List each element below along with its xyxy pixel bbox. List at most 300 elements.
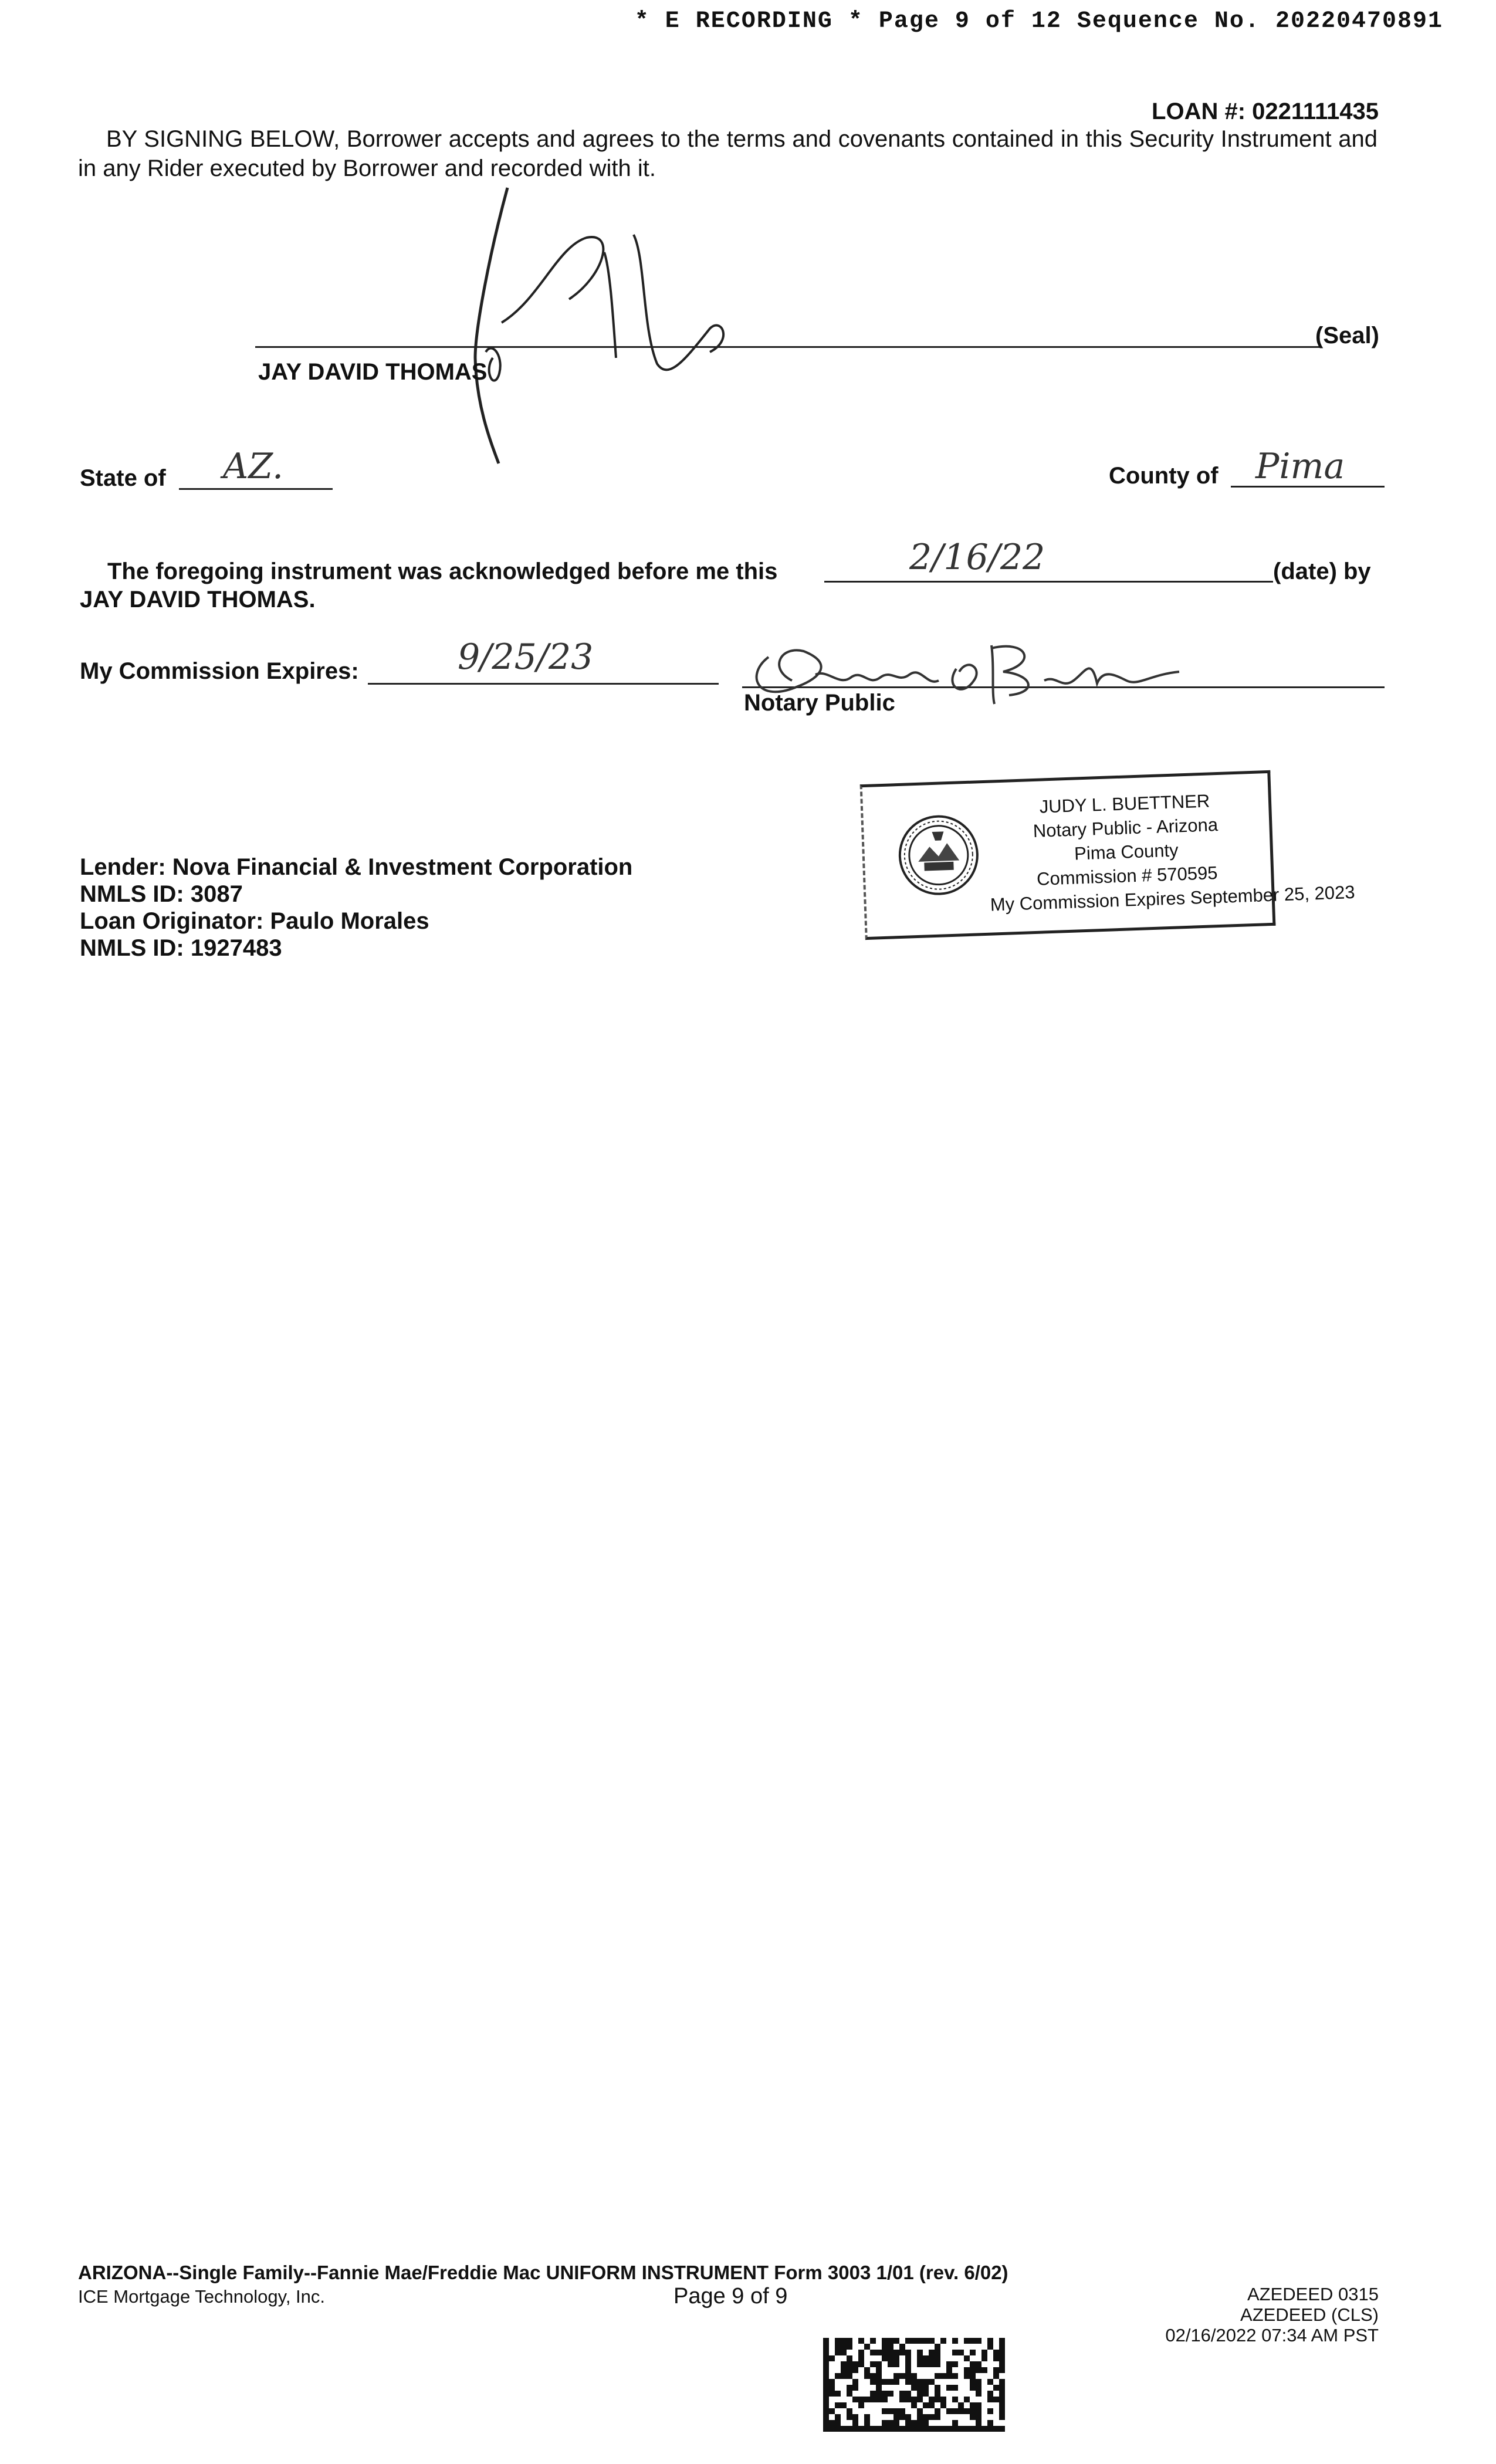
- barcode-module: [964, 2397, 970, 2402]
- barcode-module: [893, 2338, 899, 2344]
- lender-nmls: NMLS ID: 3087: [80, 881, 243, 907]
- barcode-module: [999, 2397, 1005, 2402]
- barcode-module: [970, 2350, 976, 2355]
- stamp-county: Pima County: [1074, 840, 1179, 864]
- barcode-module: [858, 2355, 864, 2361]
- barcode-module: [870, 2338, 876, 2344]
- barcode-module: [893, 2355, 899, 2361]
- barcode-module: [893, 2373, 899, 2379]
- barcode-module: [841, 2350, 847, 2355]
- barcode-module: [858, 2397, 864, 2402]
- barcode-module: [917, 2355, 923, 2361]
- barcode-module: [870, 2397, 876, 2402]
- barcode-module: [976, 2379, 981, 2385]
- borrower-signature: [434, 182, 763, 475]
- barcode-module: [852, 2367, 858, 2373]
- page-number: Page 9 of 9: [673, 2284, 788, 2309]
- barcode-module: [917, 2397, 923, 2402]
- barcode-module: [835, 2414, 841, 2420]
- barcode-module: [905, 2355, 911, 2361]
- barcode-module: [917, 2426, 923, 2432]
- date-line: [824, 581, 1273, 583]
- barcode-module: [929, 2379, 935, 2385]
- barcode-module: [946, 2361, 952, 2367]
- barcode-module: [911, 2420, 917, 2426]
- barcode-module: [981, 2426, 987, 2432]
- acknowledgment-text: The foregoing instrument was acknowledged before me this: [107, 559, 778, 584]
- barcode-module: [911, 2397, 917, 2402]
- form-code-cls: AZEDEED (CLS): [1240, 2304, 1379, 2325]
- barcode-module: [964, 2367, 970, 2373]
- barcode-module: [847, 2385, 852, 2391]
- barcode-module: [905, 2414, 911, 2420]
- vendor-name: ICE Mortgage Technology, Inc.: [78, 2286, 326, 2307]
- barcode-module: [899, 2426, 905, 2432]
- barcode-module: [911, 2373, 917, 2379]
- barcode-module: [923, 2355, 929, 2361]
- barcode-module: [923, 2426, 929, 2432]
- barcode-module: [935, 2361, 940, 2367]
- barcode-module: [870, 2350, 876, 2355]
- barcode-module: [929, 2338, 935, 2344]
- barcode-module: [970, 2385, 976, 2391]
- barcode-module: [999, 2361, 1005, 2367]
- barcode-module: [835, 2338, 841, 2344]
- barcode-module: [876, 2373, 882, 2379]
- barcode-module: [970, 2408, 976, 2414]
- barcode-module: [899, 2414, 905, 2420]
- barcode-module: [993, 2426, 999, 2432]
- barcode-module: [976, 2414, 981, 2420]
- barcode-module: [976, 2385, 981, 2391]
- barcode-module: [829, 2420, 835, 2426]
- barcode-module: [864, 2397, 870, 2402]
- barcode-module: [952, 2408, 958, 2414]
- barcode-module: [911, 2426, 917, 2432]
- barcode-module: [835, 2426, 841, 2432]
- barcode-module: [841, 2344, 847, 2350]
- barcode-module: [899, 2397, 905, 2402]
- barcode-module: [852, 2385, 858, 2391]
- lender-name: Lender: Nova Financial & Investment Corporation: [80, 854, 633, 880]
- barcode-module: [940, 2402, 946, 2408]
- barcode-module: [882, 2420, 888, 2426]
- barcode-module: [923, 2385, 929, 2391]
- barcode-module: [905, 2420, 911, 2426]
- barcode-module: [923, 2414, 929, 2420]
- barcode-module: [876, 2385, 882, 2391]
- barcode-module: [929, 2397, 935, 2402]
- barcode-module: [964, 2355, 970, 2361]
- barcode-module: [976, 2408, 981, 2414]
- footer-codes: [1165, 2284, 1379, 2345]
- barcode-module: [823, 2408, 829, 2414]
- barcode-module: [905, 2338, 911, 2344]
- barcode-module: [999, 2379, 1005, 2385]
- barcode-module: [917, 2414, 923, 2420]
- barcode-module: [993, 2373, 999, 2379]
- barcode-module: [976, 2361, 981, 2367]
- barcode-module: [876, 2397, 882, 2402]
- barcode-module: [847, 2338, 852, 2344]
- barcode-module: [970, 2373, 976, 2379]
- barcode-module: [929, 2402, 935, 2408]
- barcode-module: [970, 2338, 976, 2344]
- print-timestamp: 02/16/2022 07:34 AM PST: [1165, 2325, 1379, 2345]
- barcode-module: [823, 2402, 829, 2408]
- barcode-module: [929, 2350, 935, 2355]
- barcode-module: [911, 2338, 917, 2344]
- barcode-module: [876, 2350, 882, 2355]
- barcode-module: [882, 2338, 888, 2344]
- barcode-module: [987, 2420, 993, 2426]
- barcode-module: [864, 2414, 870, 2420]
- barcode-module: [893, 2350, 899, 2355]
- barcode-module: [899, 2408, 905, 2414]
- barcode-module: [829, 2408, 835, 2414]
- barcode-module: [847, 2361, 852, 2367]
- barcode-module: [888, 2361, 893, 2367]
- barcode-module: [952, 2361, 958, 2367]
- barcode-module: [964, 2338, 970, 2344]
- barcode-module: [935, 2414, 940, 2420]
- barcode-module: [929, 2414, 935, 2420]
- barcode-module: [893, 2408, 899, 2414]
- barcode-module: [929, 2426, 935, 2432]
- barcode-module: [999, 2350, 1005, 2355]
- barcode-module: [946, 2373, 952, 2379]
- barcode-module: [899, 2350, 905, 2355]
- borrower-signature-line: [255, 346, 1320, 348]
- barcode-module: [876, 2379, 882, 2385]
- barcode-module: [935, 2397, 940, 2402]
- county-value: Pima: [1255, 446, 1345, 487]
- barcode-module: [946, 2408, 952, 2414]
- barcode-module: [999, 2344, 1005, 2350]
- barcode-module: [835, 2373, 841, 2379]
- barcode-module: [952, 2385, 958, 2391]
- barcode-module: [981, 2355, 987, 2361]
- barcode-module: [952, 2350, 958, 2355]
- barcode-module: [899, 2373, 905, 2379]
- barcode-module: [864, 2373, 870, 2379]
- barcode-module: [935, 2408, 940, 2414]
- barcode-module: [999, 2391, 1005, 2397]
- commission-value: 9/25/23: [458, 637, 594, 678]
- barcode-module: [911, 2385, 917, 2391]
- barcode-module: [993, 2367, 999, 2373]
- barcode-module: [952, 2338, 958, 2344]
- barcode-module: [829, 2426, 835, 2432]
- barcode-module: [905, 2373, 911, 2379]
- barcode-module: [935, 2385, 940, 2391]
- barcode-module: [835, 2350, 841, 2355]
- barcode-module: [841, 2402, 847, 2408]
- barcode-module: [870, 2379, 876, 2385]
- barcode-module: [888, 2379, 893, 2385]
- barcode-module: [864, 2420, 870, 2426]
- barcode-module: [829, 2391, 835, 2397]
- barcode-module: [970, 2361, 976, 2367]
- barcode-module: [852, 2379, 858, 2385]
- barcode-module: [864, 2426, 870, 2432]
- date-suffix: (date) by: [1273, 559, 1371, 584]
- barcode-module: [893, 2414, 899, 2420]
- barcode-module: [882, 2379, 888, 2385]
- barcode-module: [847, 2426, 852, 2432]
- barcode-module: [858, 2426, 864, 2432]
- barcode-module: [876, 2391, 882, 2397]
- barcode-module: [987, 2344, 993, 2350]
- barcode-module: [964, 2373, 970, 2379]
- barcode-module: [870, 2361, 876, 2367]
- barcode-module: [940, 2426, 946, 2432]
- barcode-module: [823, 2373, 829, 2379]
- barcode-module: [876, 2361, 882, 2367]
- barcode-module: [999, 2355, 1005, 2361]
- barcode-module: [993, 2355, 999, 2361]
- barcode-module: [917, 2350, 923, 2355]
- barcode-module: [905, 2391, 911, 2397]
- barcode-module: [847, 2344, 852, 2350]
- barcode-module: [864, 2344, 870, 2350]
- barcode-module: [940, 2397, 946, 2402]
- barcode-module: [970, 2426, 976, 2432]
- barcode-module: [940, 2338, 946, 2344]
- barcode-module: [888, 2344, 893, 2350]
- county-label: County of: [1109, 463, 1219, 489]
- barcode-module: [841, 2426, 847, 2432]
- barcode-module: [940, 2373, 946, 2379]
- state-label: State of: [80, 465, 166, 491]
- recording-header: * E RECORDING * Page 9 of 12 Sequence No. 20220470891: [634, 8, 1443, 35]
- barcode-module: [888, 2426, 893, 2432]
- barcode-module: [999, 2402, 1005, 2408]
- barcode-module: [823, 2426, 829, 2432]
- barcode-module: [952, 2426, 958, 2432]
- barcode-module: [946, 2385, 952, 2391]
- barcode-module: [852, 2420, 858, 2426]
- barcode-module: [893, 2426, 899, 2432]
- barcode-module: [911, 2379, 917, 2385]
- barcode-module: [905, 2379, 911, 2385]
- barcode-module: [999, 2385, 1005, 2391]
- barcode-module: [870, 2373, 876, 2379]
- barcode-module: [882, 2355, 888, 2361]
- barcode-module: [987, 2391, 993, 2397]
- stamp-title: Notary Public - Arizona: [1033, 814, 1219, 842]
- date-value: 2/16/22: [909, 537, 1045, 578]
- barcode-module: [993, 2397, 999, 2402]
- barcode-module: [870, 2391, 876, 2397]
- seal-label: (Seal): [1315, 323, 1379, 348]
- acknowledged-name: JAY DAVID THOMAS.: [80, 587, 316, 612]
- barcode-module: [970, 2414, 976, 2420]
- barcode-module: [847, 2355, 852, 2361]
- barcode-module: [835, 2402, 841, 2408]
- barcode-module: [888, 2355, 893, 2361]
- barcode-module: [823, 2355, 829, 2361]
- loan-label: LOAN #:: [1152, 99, 1246, 124]
- barcode-module: [882, 2408, 888, 2414]
- barcode-module: [999, 2367, 1005, 2373]
- barcode-module: [935, 2355, 940, 2361]
- barcode-module: [958, 2408, 964, 2414]
- barcode-module: [917, 2385, 923, 2391]
- barcode-module: [841, 2367, 847, 2373]
- barcode-module: [981, 2350, 987, 2355]
- lender-info: [80, 854, 632, 962]
- barcode-module: [823, 2397, 829, 2402]
- barcode-module: [905, 2361, 911, 2367]
- barcode-module: [876, 2426, 882, 2432]
- barcode-module: [847, 2408, 852, 2414]
- barcode-module: [847, 2414, 852, 2420]
- barcode-module: [976, 2391, 981, 2397]
- barcode-module: [858, 2350, 864, 2355]
- commission-label: My Commission Expires:: [80, 658, 359, 684]
- barcode-module: [835, 2391, 841, 2397]
- barcode-module: [835, 2344, 841, 2350]
- signing-statement: [78, 124, 1377, 183]
- barcode-module: [935, 2426, 940, 2432]
- barcode-module: [876, 2367, 882, 2373]
- barcode-module: [976, 2402, 981, 2408]
- barcode-module: [987, 2379, 993, 2385]
- signing-statement-text: BY SIGNING BELOW, Borrower accepts and agrees to the terms and covenants contained in this Security Instrument and in any Rider executed by Borrower and recorded with it.: [78, 126, 1377, 181]
- barcode-module: [905, 2426, 911, 2432]
- barcode-module: [958, 2350, 964, 2355]
- barcode-module: [970, 2379, 976, 2385]
- barcode-module: [888, 2350, 893, 2355]
- barcode-module: [882, 2426, 888, 2432]
- barcode-module: [964, 2408, 970, 2414]
- barcode-module: [923, 2338, 929, 2344]
- barcode-module: [999, 2426, 1005, 2432]
- barcode-module: [958, 2426, 964, 2432]
- loan-originator: Loan Originator: Paulo Morales: [80, 908, 429, 934]
- barcode-module: [987, 2426, 993, 2432]
- barcode-module: [858, 2361, 864, 2367]
- barcode-module: [970, 2402, 976, 2408]
- arizona-seal-icon: [896, 813, 981, 898]
- notary-public-label: Notary Public: [744, 690, 895, 716]
- commission-line: [368, 683, 719, 685]
- barcode-module: [823, 2420, 829, 2426]
- barcode-module: [882, 2344, 888, 2350]
- barcode-module: [923, 2420, 929, 2426]
- barcode-module: [976, 2338, 981, 2344]
- loan-number: [1152, 99, 1379, 125]
- barcode-module: [870, 2426, 876, 2432]
- barcode-module: [852, 2361, 858, 2367]
- barcode-module: [823, 2385, 829, 2391]
- barcode-module: [917, 2408, 923, 2414]
- barcode-module: [952, 2420, 958, 2426]
- barcode-module: [893, 2420, 899, 2426]
- barcode-module: [905, 2367, 911, 2373]
- barcode-module: [823, 2344, 829, 2350]
- barcode-module: [841, 2361, 847, 2367]
- stamp-text: [986, 787, 1356, 916]
- barcode-module: [929, 2355, 935, 2361]
- barcode-module: [935, 2373, 940, 2379]
- document-barcode: [823, 2338, 1005, 2432]
- barcode-module: [823, 2350, 829, 2355]
- barcode-module: [964, 2426, 970, 2432]
- barcode-module: [858, 2402, 864, 2408]
- barcode-module: [829, 2385, 835, 2391]
- barcode-module: [999, 2408, 1005, 2414]
- notary-stamp: [860, 770, 1356, 940]
- barcode-module: [993, 2385, 999, 2391]
- stamp-commission: Commission # 570595: [1036, 862, 1219, 889]
- stamp-expires: My Commission Expires September 25, 2023: [990, 881, 1356, 915]
- barcode-module: [864, 2367, 870, 2373]
- barcode-module: [993, 2350, 999, 2355]
- loan-value: 0221111435: [1252, 99, 1379, 124]
- barcode-module: [981, 2367, 987, 2373]
- barcode-module: [976, 2420, 981, 2426]
- barcode-module: [888, 2338, 893, 2344]
- barcode-module: [976, 2426, 981, 2432]
- barcode-module: [847, 2367, 852, 2373]
- borrower-name: JAY DAVID THOMAS: [258, 359, 488, 385]
- barcode-module: [841, 2373, 847, 2379]
- barcode-module: [823, 2338, 829, 2344]
- barcode-module: [829, 2355, 835, 2361]
- barcode-module: [823, 2391, 829, 2397]
- barcode-module: [905, 2397, 911, 2402]
- barcode-module: [946, 2367, 952, 2373]
- barcode-module: [923, 2391, 929, 2397]
- barcode-module: [987, 2338, 993, 2344]
- barcode-module: [917, 2391, 923, 2397]
- barcode-module: [882, 2391, 888, 2397]
- barcode-module: [823, 2361, 829, 2367]
- state-line: [179, 488, 333, 490]
- barcode-module: [935, 2350, 940, 2355]
- barcode-module: [999, 2414, 1005, 2420]
- barcode-module: [835, 2420, 841, 2426]
- barcode-module: [899, 2344, 905, 2350]
- barcode-module: [917, 2361, 923, 2367]
- barcode-module: [917, 2379, 923, 2385]
- barcode-module: [935, 2344, 940, 2350]
- barcode-module: [852, 2414, 858, 2420]
- barcode-module: [946, 2426, 952, 2432]
- barcode-module: [888, 2420, 893, 2426]
- barcode-module: [847, 2391, 852, 2397]
- form-code: AZEDEED 0315: [1247, 2284, 1379, 2304]
- barcode-module: [958, 2402, 964, 2408]
- barcode-module: [893, 2379, 899, 2385]
- barcode-module: [976, 2367, 981, 2373]
- barcode-module: [923, 2361, 929, 2367]
- barcode-module: [999, 2338, 1005, 2344]
- form-identifier: ARIZONA--Single Family--Fannie Mae/Freddie Mac UNIFORM INSTRUMENT Form 3003 1/01 (rev. 6/02): [78, 2262, 1008, 2283]
- barcode-module: [923, 2379, 929, 2385]
- barcode-module: [905, 2350, 911, 2355]
- barcode-module: [888, 2391, 893, 2397]
- barcode-module: [917, 2420, 923, 2426]
- barcode-module: [952, 2373, 958, 2379]
- state-value: AZ.: [223, 446, 284, 487]
- barcode-module: [893, 2361, 899, 2367]
- barcode-module: [823, 2367, 829, 2373]
- originator-nmls: NMLS ID: 1927483: [80, 935, 282, 961]
- barcode-module: [823, 2379, 829, 2385]
